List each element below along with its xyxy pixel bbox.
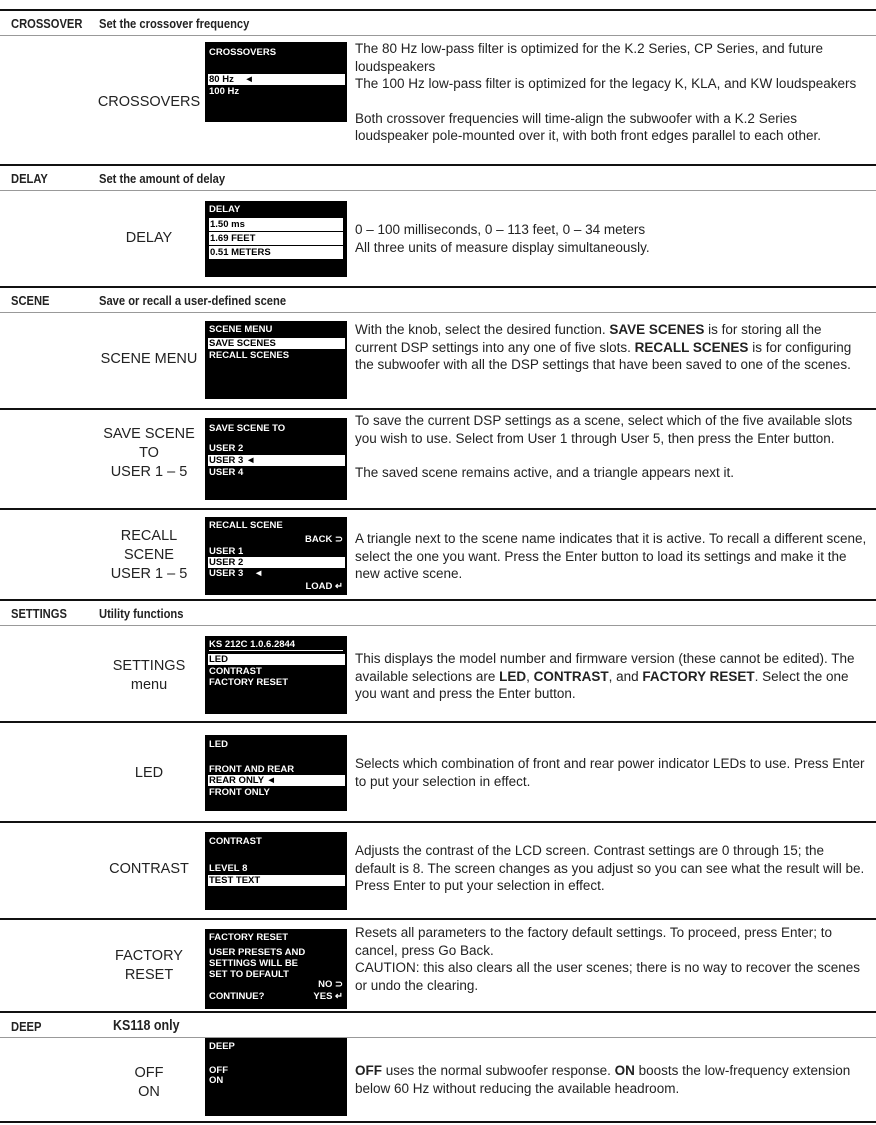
row-crossovers	[0, 35, 876, 160]
section-title: Set the crossover frequency	[99, 16, 250, 31]
selected-triangle-icon: ◄	[253, 568, 264, 579]
row-description: Selects which combination of front and rear power indicator LEDs to use. Press Enter to put your selection in effect.	[355, 756, 865, 789]
lcd-delay	[205, 201, 347, 277]
lcd-header: DEEP	[209, 1041, 235, 1052]
lcd-settings-menu	[205, 636, 347, 714]
lcd-scene-menu	[205, 321, 347, 399]
section-title: KS118 only	[113, 1018, 180, 1034]
lcd-line-1: USER PRESETS AND	[209, 947, 306, 958]
row-settings-menu	[0, 625, 876, 722]
section-settings	[0, 599, 876, 625]
lcd-header: FACTORY RESET	[209, 932, 289, 943]
section-key: DEEP	[11, 1019, 42, 1034]
lcd-led	[205, 735, 347, 811]
lcd-line-user2: USER 2	[209, 443, 244, 454]
lcd-header: CROSSOVERS	[209, 47, 277, 58]
lcd-header: RECALL SCENE	[209, 520, 283, 531]
selected-triangle-icon: ◄	[266, 775, 276, 786]
row-factory-reset	[0, 918, 876, 1012]
lcd-line-contrast: CONTRAST	[209, 666, 262, 677]
row-label: FACTORY RESET	[115, 948, 183, 983]
lcd-line-user1: USER 1	[209, 546, 244, 557]
lcd-line-user3: USER 3 ◄	[209, 568, 264, 579]
lcd-line-2: SETTINGS WILL BE	[209, 958, 299, 969]
lcd-line-continue: CONTINUE?	[209, 991, 265, 1002]
section-title: Save or recall a user-defined scene	[99, 293, 287, 308]
lcd-header: SCENE MENU	[209, 324, 273, 335]
row-label: CROSSOVERS	[97, 94, 201, 110]
selected-triangle-icon: ◄	[244, 74, 254, 85]
section-key: SETTINGS	[11, 606, 67, 621]
lcd-header: KS 212C 1.0.6.2844	[209, 639, 343, 651]
lcd-line-test-text: TEST TEXT	[208, 875, 345, 886]
section-key: CROSSOVER	[11, 16, 83, 31]
lcd-back-label: BACK ⊃	[304, 534, 343, 545]
lcd-header: DELAY	[209, 204, 241, 215]
section-crossover	[0, 9, 876, 35]
row-description: OFF uses the normal subwoofer response. ON boosts the low-frequency extension below 60 Hz without reducing the available headroom.	[355, 1063, 851, 1096]
lcd-line-front-only: FRONT ONLY	[209, 787, 270, 798]
lcd-line-save: SAVE SCENES	[208, 338, 345, 349]
section-scene	[0, 286, 876, 312]
lcd-load-label: LOAD ↵	[305, 581, 343, 592]
row-label: DELAY	[125, 230, 173, 246]
section-key: SCENE	[11, 293, 50, 308]
lcd-line-rear-only: REAR ONLY ◄	[208, 775, 345, 786]
lcd-header: CONTRAST	[209, 836, 262, 847]
row-delay	[0, 190, 876, 283]
row-description: The 80 Hz low-pass filter is optimized for the K.2 Series, CP Series, and future loudspeakers The 100 Hz low-pass filter is optimized for the legacy K, KLA, and KW loudspeakers Both crossover frequencies will time-align the subwoofer with a K.2 Series loudspeaker pole-mounted over it, with both front edges parallel to each other.	[355, 41, 857, 143]
row-description: Resets all parameters to the factory default settings. To proceed, press Enter; to cancel, press Go Back. CAUTION: this also clears all the user scenes; there is no way to recover the scenes or undo the clearing.	[355, 925, 860, 993]
lcd-line-factory-reset: FACTORY RESET	[209, 677, 289, 688]
lcd-save-scene	[205, 418, 347, 500]
row-label: OFF ON	[134, 1065, 164, 1100]
lcd-header: LED	[209, 739, 228, 750]
selected-triangle-icon: ◄	[245, 455, 256, 466]
row-description: Adjusts the contrast of the LCD screen. Contrast settings are 0 through 15; the default is 8. The screen changes as you adjust so you can see what the result will be. Press Enter to put your selection in effect.	[355, 843, 865, 893]
row-label: LED	[134, 765, 164, 781]
row-recall-scene	[0, 508, 876, 598]
row-label: CONTRAST	[109, 861, 189, 877]
row-description: A triangle next to the scene name indicates that it is active. To recall a different scene, select the one you want. Press the Enter button to load its settings and make it the new active scene.	[355, 531, 867, 581]
row-description: With the knob, select the desired function. SAVE SCENES is for storing all the current DSP settings into any one of five slots. RECALL SCENES is for configuring the subwoofer with all the DSP settings that have been saved to one of the scenes.	[355, 322, 852, 372]
row-deep	[0, 1037, 876, 1122]
row-description: To save the current DSP settings as a scene, select which of the five available slots you wish to use. Select from User 1 through User 5, then press the Enter button. The saved scene remains active, and a triangle appears next it.	[355, 413, 853, 480]
section-title: Utility functions	[99, 606, 184, 621]
section-key: DELAY	[11, 171, 48, 186]
row-description: 0 – 100 milliseconds, 0 – 113 feet, 0 – 34 meters All three units of measure display simultaneously.	[355, 222, 650, 255]
lcd-yes-label: YES ↵	[313, 991, 343, 1002]
row-label: RECALL SCENE USER 1 – 5	[110, 528, 188, 582]
lcd-line-user4: USER 4	[209, 467, 244, 478]
row-label: SCENE MENU	[100, 351, 198, 367]
lcd-line-led: LED	[208, 654, 345, 665]
row-description: This displays the model number and firmware version (these cannot be edited). The available selections are LED, CONTRAST, and FACTORY RESET. Select the one you want and press the Enter button.	[355, 651, 855, 701]
lcd-line-feet: 1.69 FEET	[209, 232, 343, 245]
row-scene-menu	[0, 312, 876, 405]
lcd-no-label: NO ⊃	[318, 979, 343, 990]
lcd-line-80hz: 80 Hz ◄	[208, 74, 345, 85]
row-led	[0, 721, 876, 823]
lcd-line-3: SET TO DEFAULT	[209, 969, 289, 980]
lcd-line-off: OFF	[209, 1065, 228, 1076]
lcd-line-front-and-rear: FRONT AND REAR	[209, 764, 295, 775]
lcd-contrast	[205, 832, 347, 910]
lcd-crossovers	[205, 42, 347, 122]
row-label: SETTINGS menu	[112, 658, 186, 693]
section-title: Set the amount of delay	[99, 171, 226, 186]
lcd-recall-scene	[205, 517, 347, 595]
lcd-line-user2: USER 2	[208, 557, 345, 568]
row-label: SAVE SCENE TO USER 1 – 5	[103, 426, 195, 480]
lcd-line-recall: RECALL SCENES	[209, 350, 290, 361]
lcd-line-100hz: 100 Hz	[209, 86, 240, 97]
row-save-scene	[0, 408, 876, 510]
lcd-line-meters: 0.51 METERS	[209, 246, 343, 259]
lcd-factory-reset	[205, 929, 347, 1009]
lcd-deep	[205, 1038, 347, 1116]
lcd-line-user3: USER 3 ◄	[208, 455, 345, 466]
lcd-header: SAVE SCENE TO	[209, 423, 286, 434]
row-contrast	[0, 821, 876, 920]
section-deep	[0, 1011, 876, 1039]
lcd-line-on: ON	[209, 1075, 224, 1086]
lcd-line-level: LEVEL 8	[209, 863, 248, 874]
section-delay	[0, 164, 876, 190]
lcd-line-ms: 1.50 ms	[209, 218, 343, 231]
bottom-rule	[0, 1121, 876, 1123]
